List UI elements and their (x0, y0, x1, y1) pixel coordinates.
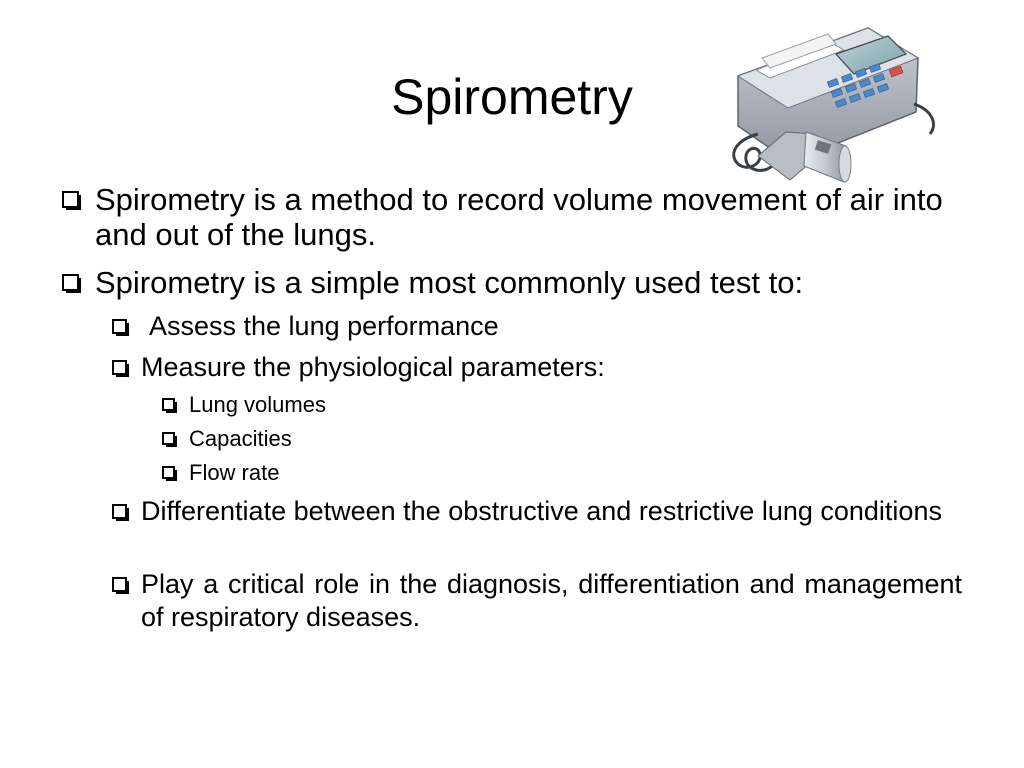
bullet-text: Lung volumes (189, 392, 326, 417)
bullet-text: Capacities (189, 426, 292, 451)
list-item (162, 458, 662, 488)
bullet-text: Play a critical role in the diagnosis, differentiation and management of respiratory diseases. (141, 569, 962, 632)
list-item (112, 495, 962, 528)
checkbox-square-icon (112, 577, 127, 592)
slide-title: Spirometry (391, 69, 633, 125)
checkbox-square-icon (162, 466, 175, 479)
list-item (162, 424, 662, 454)
checkbox-square-icon (62, 191, 79, 208)
bullet-text: Spirometry is a method to record volume movement of air into and out of the lungs. (95, 182, 943, 252)
checkbox-square-icon (112, 504, 127, 519)
bullet-text: Flow rate (189, 460, 280, 485)
list-item (62, 265, 962, 300)
list-item (62, 182, 962, 252)
checkbox-square-icon (62, 274, 79, 291)
checkbox-square-icon (112, 360, 127, 375)
list-item (162, 390, 662, 420)
checkbox-square-icon (162, 432, 175, 445)
bullet-text: Assess the lung performance (149, 311, 499, 341)
bullet-text: Spirometry is a simple most commonly used test to: (95, 265, 804, 300)
list-item (112, 351, 962, 384)
bullet-text: Measure the physiological parameters: (141, 352, 605, 382)
bullet-text: Differentiate between the obstructive and restrictive lung conditions (141, 496, 942, 526)
list-item (112, 310, 962, 343)
checkbox-square-icon (112, 319, 127, 334)
checkbox-square-icon (162, 398, 175, 411)
list-item (112, 568, 962, 634)
spirometer-device-icon (718, 14, 946, 192)
